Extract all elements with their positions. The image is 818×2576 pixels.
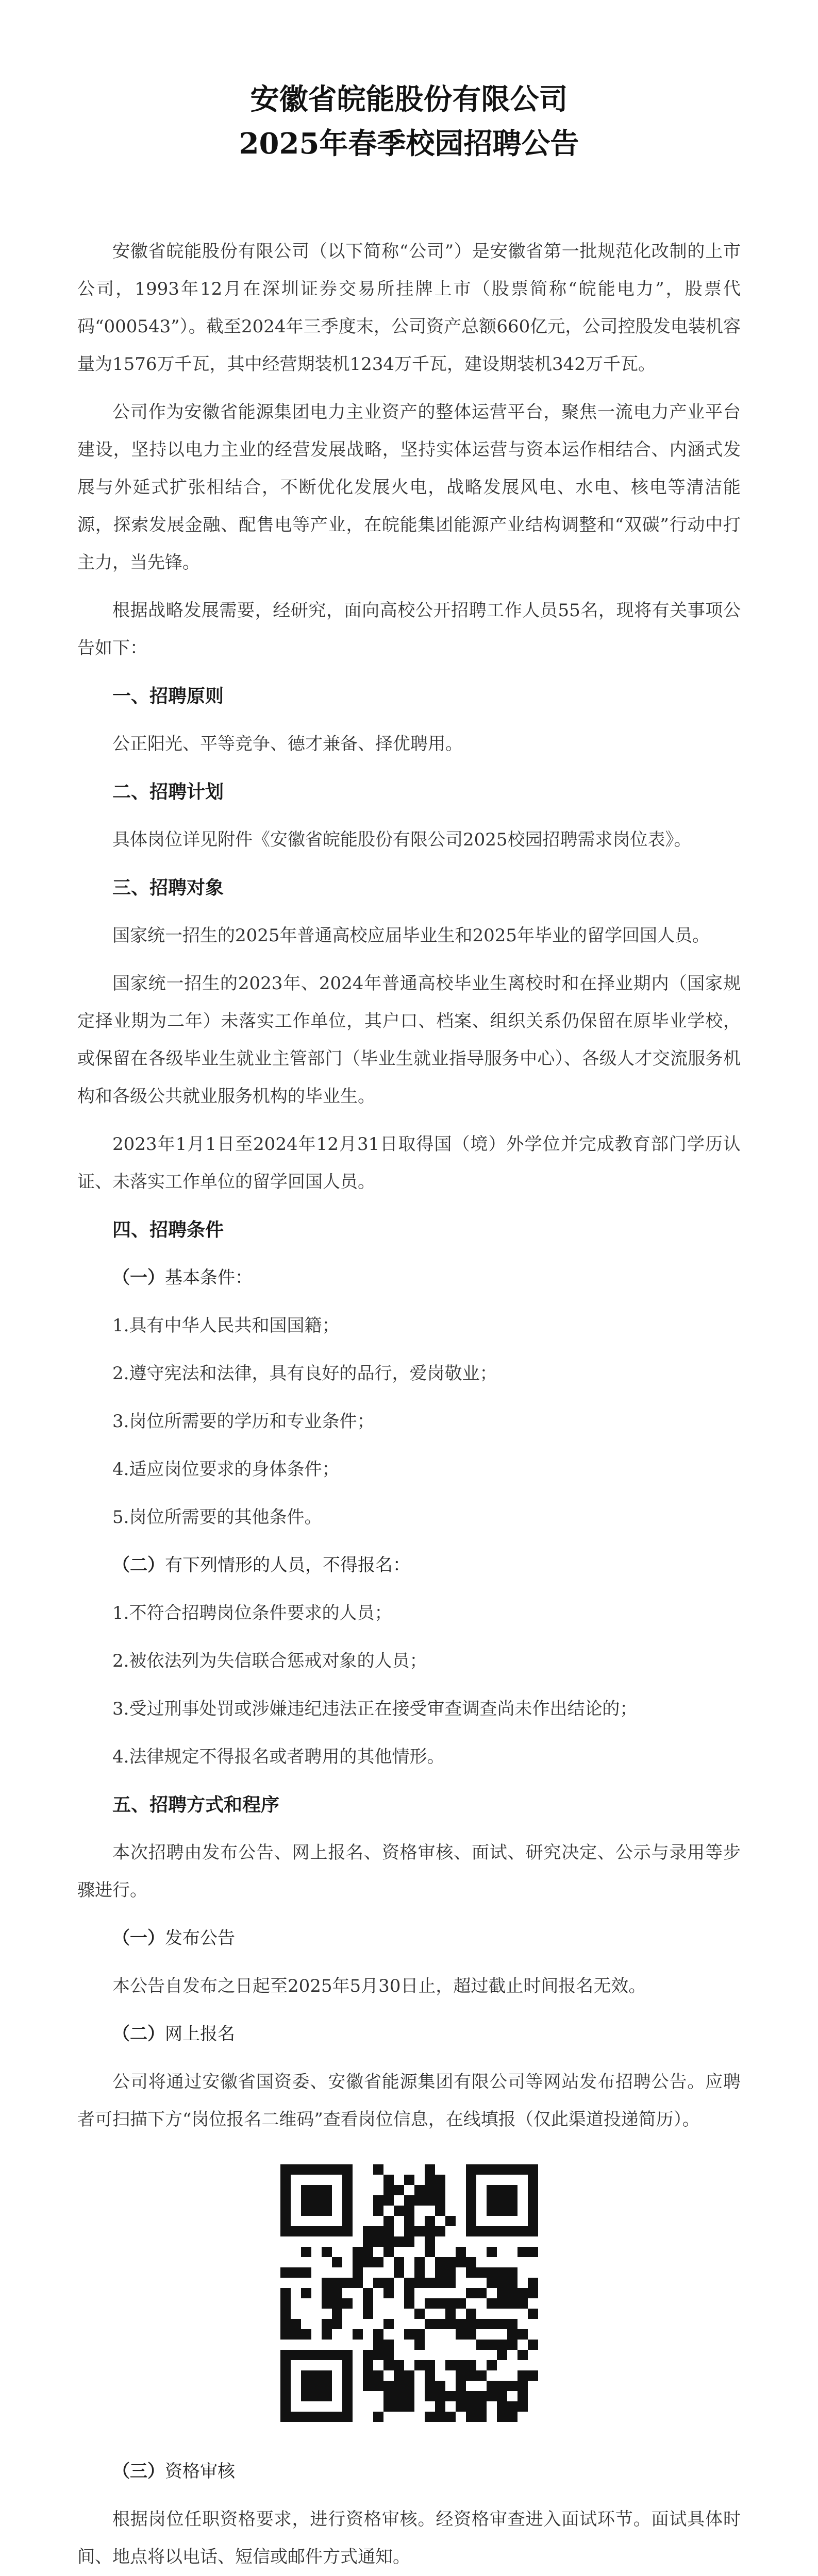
intro-paragraph: 安徽省皖能股份有限公司（以下简称“公司”）是安徽省第一批规范化改制的上市公司，1993年12月在深圳证券交易所挂牌上市（股票简称“皖能电力”，股票代码“000543”）。截至2024年三季度末，公司资产总额660亿元，公司控股发电装机容量为1576万千瓦，其中经营期装机1234万千瓦，建设期装机342万千瓦。 [77,241,741,375]
section-text: 具体岗位详见附件《安徽省皖能股份有限公司2025校园招聘需求岗位表》。 [112,829,692,850]
subsection-number: （一） [112,1267,165,1288]
title-line-2: 2025年春季校园招聘公告 [239,127,579,161]
list-item: 5.岗位所需要的其他条件。 [112,1507,322,1528]
section-text: 公正阳光、平等竞争、德才兼备、择优聘用。 [112,734,463,754]
qr-code-icon[interactable] [280,2164,538,2422]
section-heading-plan: 二、招聘计划 [112,781,224,803]
title-block [77,77,741,166]
list-item: 4.适应岗位要求的身体条件； [112,1459,340,1480]
list-item: 1.具有中华人民共和国国籍； [112,1315,340,1336]
subsection-heading [77,1920,741,1957]
subsection-label: 网上报名 [165,2024,235,2044]
list-item: 4.法律规定不得报名或者聘用的其他情形。 [112,1747,445,1767]
list-item: 2.被依法列为失信联合惩戒对象的人员； [112,1651,427,1671]
list-item: 2.遵守宪法和法律，具有良好的品行，爱岗敬业； [112,1363,497,1384]
section-heading-procedure: 五、招聘方式和程序 [112,1794,280,1816]
subsection-number: （二） [112,2024,165,2044]
section-heading-principles: 一、招聘原则 [112,685,224,707]
subsection-number: （二） [112,1555,165,1575]
intro-paragraph: 公司作为安徽省能源集团电力主业资产的整体运营平台，聚焦一流电力产业平台建设，坚持以电力主业的经营发展战略，坚持实体运营与资本运作相结合、内涵式发展与外延式扩张相结合，不断优化发展火电，战略发展风电、水电、核电等清洁能源，探索发展金融、配售电等产业，在皖能集团能源产业结构调整和“双碳”行动中打主力，当先锋。 [77,402,741,573]
subsection-label: 基本条件： [165,1267,253,1288]
intro-paragraph: 根据战略发展需要，经研究，面向高校公开招聘工作人员55名，现将有关事项公告如下： [77,600,741,658]
subsection-heading [77,1547,741,1584]
section-text: 国家统一招生的2025年普通高校应届毕业生和2025年毕业的留学回国人员。 [112,925,710,946]
subsection-label: 资格审核 [165,2461,235,2482]
section-text: 本公告自发布之日起至2025年5月30日止，超过截止时间报名无效。 [112,1976,646,1996]
section-text: 根据岗位任职资格要求，进行资格审核。经资格审查进入面试环节。面试具体时间、地点将以电话、短信或邮件方式通知。 [77,2509,741,2567]
subsection-label: 有下列情形的人员，不得报名： [165,1555,410,1575]
title-line-1: 安徽省皖能股份有限公司 [250,82,568,116]
section-text: 国家统一招生的2023年、2024年普通高校毕业生离校时和在择业期内（国家规定择业期为二年）未落实工作单位，其户口、档案、组织关系仍保留在原毕业学校，或保留在各级毕业生就业主管部门（毕业生就业指导服务中心）、各级人才交流服务机构和各级公共就业服务机构的毕业生。 [77,973,741,1107]
qr-code-container [77,2164,741,2422]
subsection-heading [77,2015,741,2053]
section-text: 2023年1月1日至2024年12月31日取得国（境）外学位并完成教育部门学历认证、未落实工作单位的留学回国人员。 [77,1134,741,1192]
subsection-heading [77,2453,741,2490]
list-item: 1.不符合招聘岗位条件要求的人员； [112,1603,392,1623]
section-heading-conditions: 四、招聘条件 [112,1219,224,1241]
subsection-number: （三） [112,2461,165,2482]
section-text: 本次招聘由发布公告、网上报名、资格审核、面试、研究决定、公示与录用等步骤进行。 [77,1842,741,1901]
subsection-number: （一） [112,1928,165,1948]
section-text: 公司将通过安徽省国资委、安徽省能源集团有限公司等网站发布招聘公告。应聘者可扫描下方“岗位报名二维码”查看岗位信息，在线填报（仅此渠道投递简历）。 [77,2072,741,2130]
list-item: 3.岗位所需要的学历和专业条件； [112,1411,375,1432]
section-heading-targets: 三、招聘对象 [112,877,224,899]
list-item: 3.受过刑事处罚或涉嫌违纪违法正在接受审查调查尚未作出结论的； [112,1699,638,1719]
subsection-label: 发布公告 [165,1928,235,1948]
subsection-heading [77,1259,741,1297]
